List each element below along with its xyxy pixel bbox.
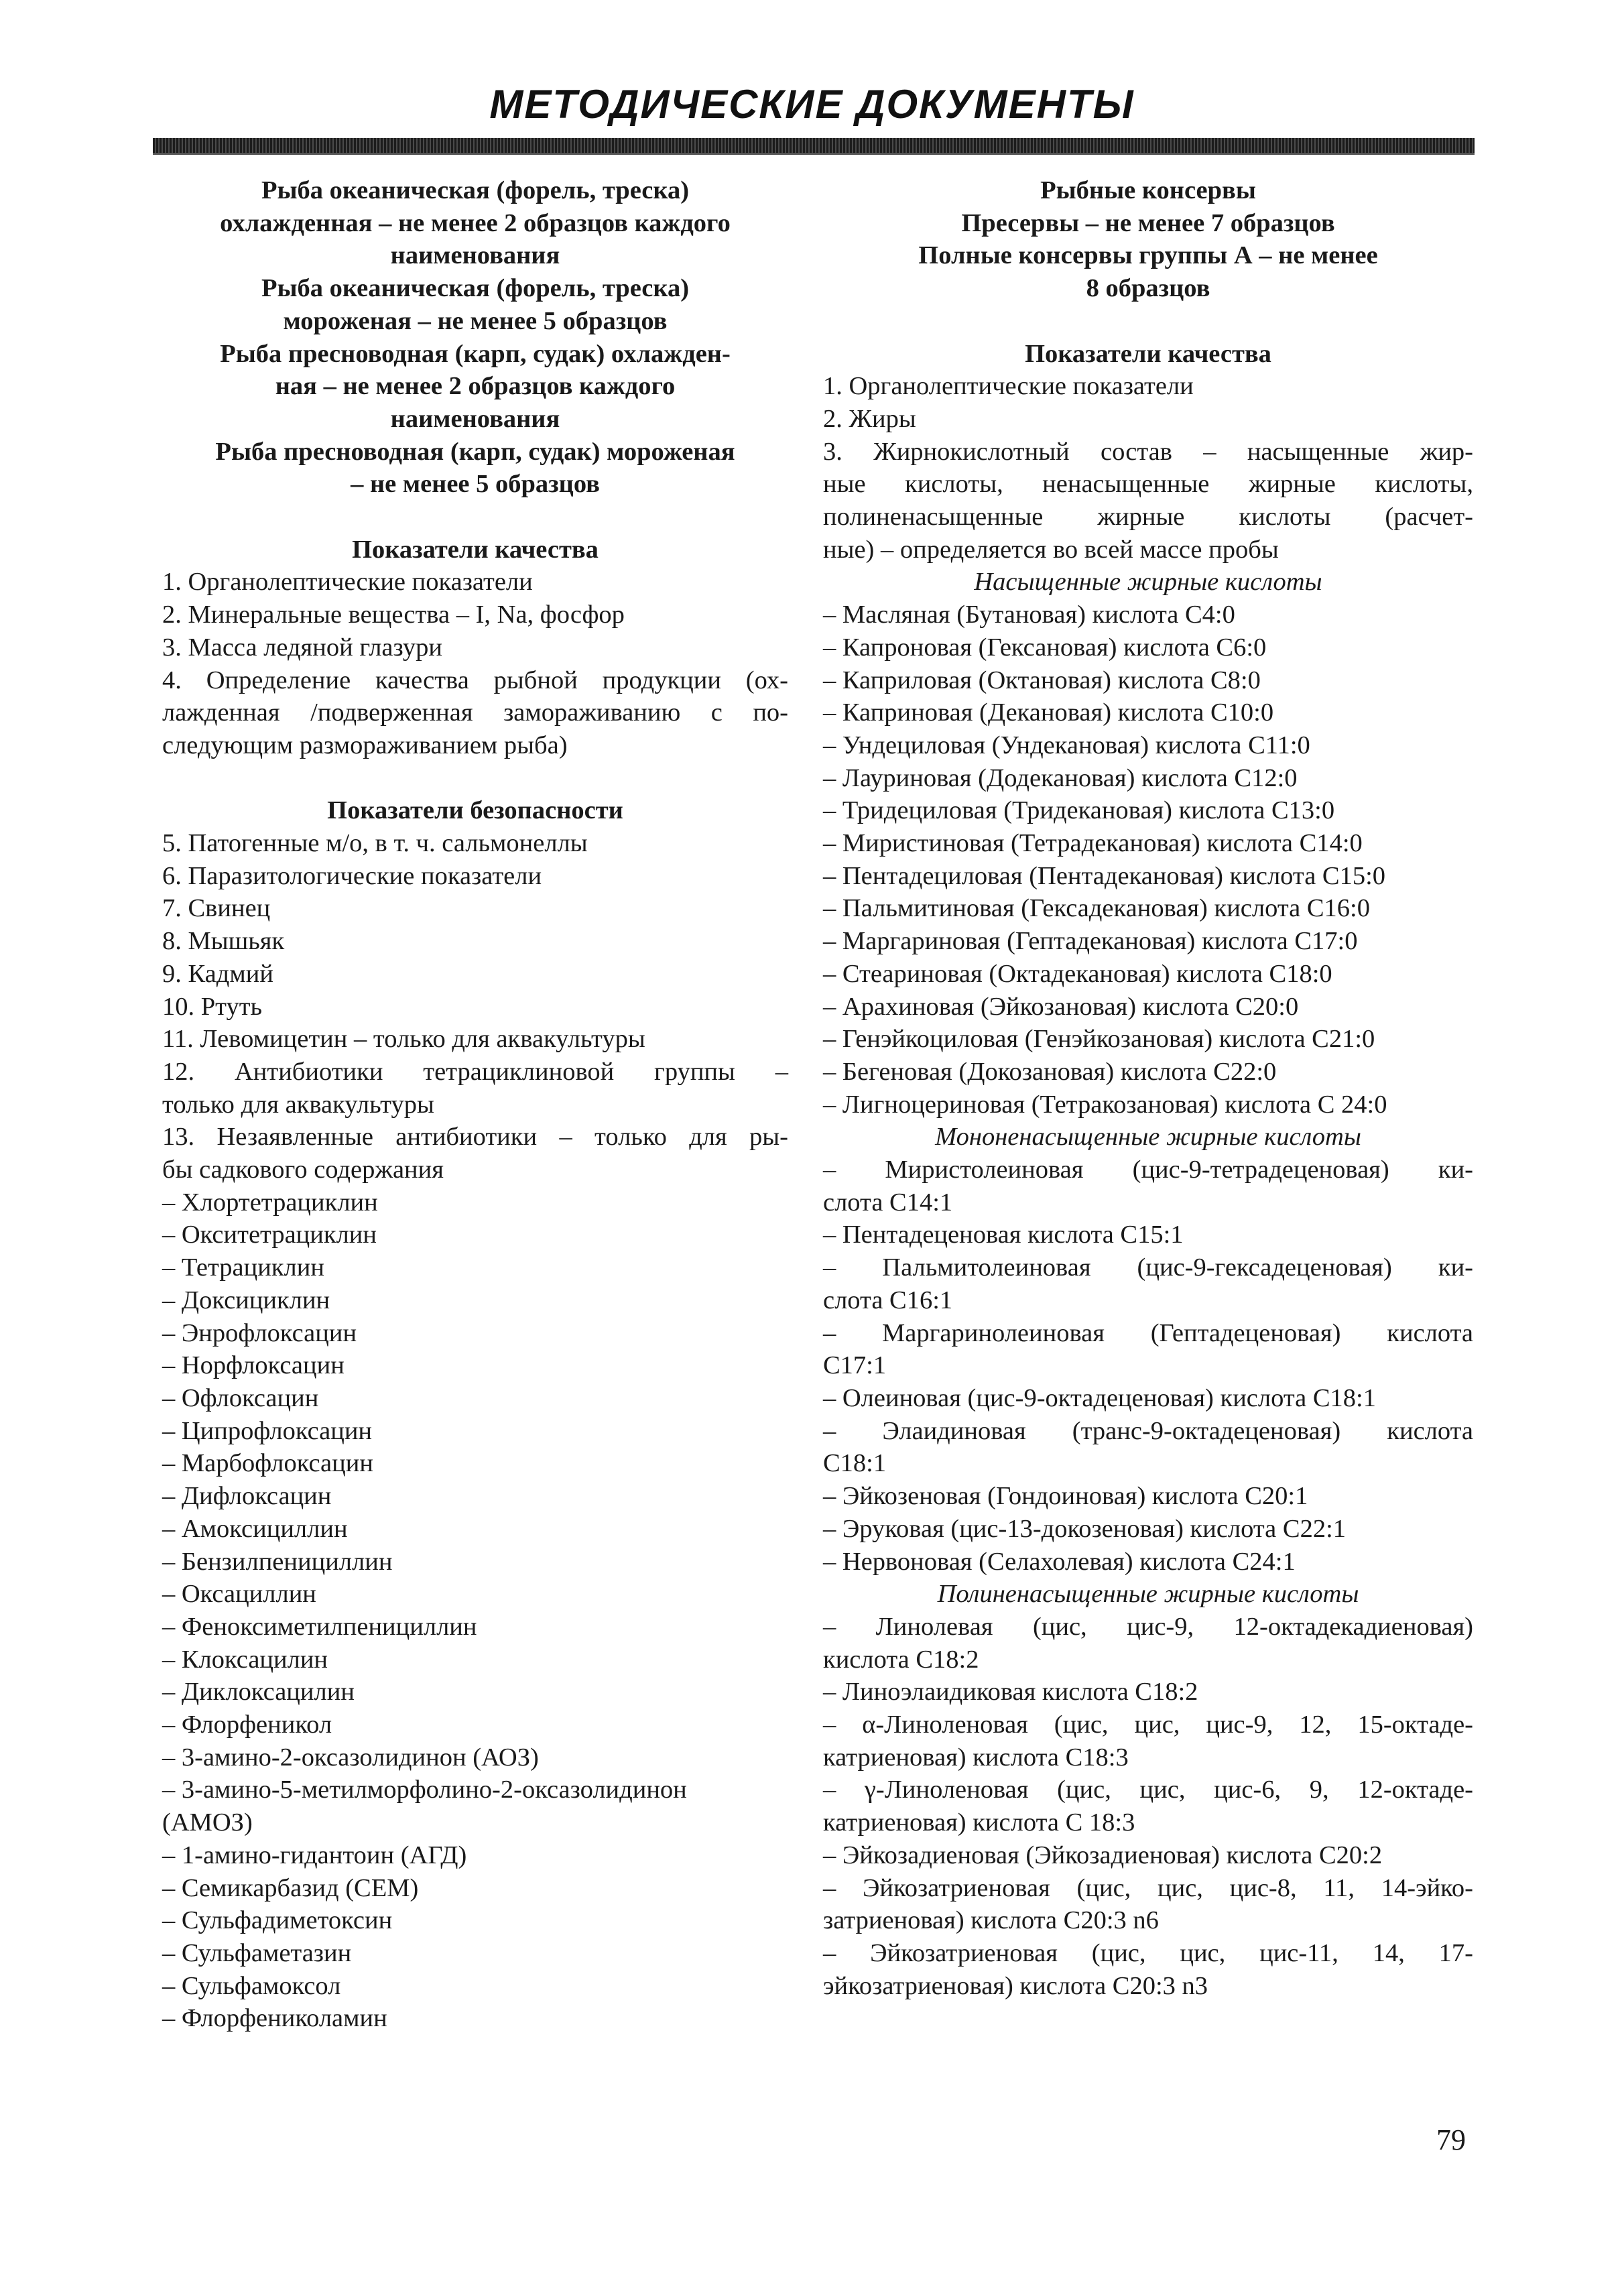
list-item: 13. Незаявленные антибиотики – только для ры- bbox=[162, 1123, 788, 1152]
antibiotic-item: – Флорфениколамин bbox=[162, 2004, 387, 2033]
right-column bbox=[823, 174, 1473, 2002]
heading-line: наименования bbox=[390, 241, 560, 270]
left-column bbox=[162, 174, 788, 2035]
acid-item: – Эруковая (цис-13-докозеновая) кислота С22:1 bbox=[823, 1514, 1347, 1543]
list-item: 1. Органолептические показатели bbox=[823, 372, 1194, 401]
acid-item: – Эйкозатриеновая (цис, цис, цис-11, 14, 17- bbox=[823, 1938, 1473, 1967]
antibiotic-item: – Амоксициллин bbox=[162, 1514, 348, 1543]
antibiotic-item: – Доксициклин bbox=[162, 1286, 330, 1314]
list-item: ные) – определяется во всей массе пробы bbox=[823, 535, 1279, 564]
right-heading bbox=[823, 174, 1473, 305]
acid-item: – Лигноцериновая (Тетракозановая) кислота С 24:0 bbox=[823, 1090, 1387, 1119]
antibiotic-item: – Бензилпенициллин bbox=[162, 1547, 393, 1576]
list-item: 9. Кадмий bbox=[162, 959, 273, 988]
antibiotic-item: – Дифлоксацин bbox=[162, 1482, 332, 1511]
page-number: 79 bbox=[1436, 2123, 1466, 2156]
acid-item: – Элаидиновая (транс-9-октадеценовая) кислота bbox=[823, 1416, 1473, 1445]
acid-item: – Миристолеиновая (цис-9-тетрадеценовая) ки- bbox=[823, 1156, 1473, 1184]
acid-item: слота С16:1 bbox=[823, 1286, 953, 1314]
acid-item: – Пальмитолеиновая (цис-9-гексадеценовая) ки- bbox=[823, 1253, 1473, 1282]
list-item: 6. Паразитологические показатели bbox=[162, 861, 542, 890]
list-item: ные кислоты, ненасыщенные жирные кислоты, bbox=[823, 470, 1473, 499]
heading-line: ная – не менее 2 образцов каждого bbox=[275, 372, 676, 401]
antibiotic-item: – Семикарбазид (СЕМ) bbox=[162, 1873, 419, 1902]
acid-item: – Тридециловая (Тридекановая) кислота С13:0 bbox=[823, 796, 1335, 825]
acid-item: эйкозатриеновая) кислота С20:3 n3 bbox=[823, 1971, 1208, 2000]
acid-item: затриеновая) кислота С20:3 n6 bbox=[823, 1906, 1159, 1935]
antibiotic-item: – Норфлоксацин bbox=[162, 1351, 345, 1380]
list-item: полиненасыщенные жирные кислоты (расчет- bbox=[823, 503, 1473, 532]
poly-subtitle: Полиненасыщенные жирные кислоты bbox=[937, 1580, 1359, 1609]
acid-item: – Капроновая (Гексановая) кислота С6:0 bbox=[823, 633, 1267, 662]
heading-line: охлажденная – не менее 2 образцов каждого bbox=[220, 208, 731, 237]
acid-item: – Пентадеценовая кислота С15:1 bbox=[823, 1221, 1184, 1249]
antibiotic-item: – 3-амино-5-метилморфолино-2-оксазолидинон bbox=[162, 1776, 687, 1804]
antibiotic-item: – Сульфамоксол bbox=[162, 1971, 341, 2000]
antibiotic-item: (АМОЗ) bbox=[162, 1808, 253, 1837]
heading-line: Полные консервы группы А – не менее bbox=[918, 241, 1378, 270]
acid-item: катриеновая) кислота С18:3 bbox=[823, 1743, 1129, 1772]
heading-line: Рыба пресноводная (карп, судак) охлажден- bbox=[220, 339, 731, 368]
quality-section-title: Показатели качества bbox=[1025, 339, 1271, 368]
header-rule bbox=[153, 138, 1475, 153]
acid-item: – Пальмитиновая (Гексадекановая) кислота С16:0 bbox=[823, 894, 1370, 923]
heading-line: Рыба пресноводная (карп, судак) мороженая bbox=[215, 437, 735, 466]
heading-line: – не менее 5 образцов bbox=[351, 470, 600, 499]
acid-item: – Эйкозатриеновая (цис, цис, цис-8, 11, 14-эйко- bbox=[823, 1873, 1473, 1902]
heading-line: мороженая – не менее 5 образцов bbox=[283, 306, 668, 335]
antibiotic-item: – Сульфадиметоксин bbox=[162, 1906, 393, 1935]
list-item: 10. Ртуть bbox=[162, 992, 263, 1021]
antibiotic-item: – Клоксацилин bbox=[162, 1645, 328, 1674]
list-item: 3. Масса ледяной глазури bbox=[162, 633, 442, 662]
acid-item: – Маргариновая (Гептадекановая) кислота С17:0 bbox=[823, 927, 1358, 956]
antibiotic-item: – Оксациллин bbox=[162, 1580, 316, 1609]
list-item: лажденная /подверженная замораживанию с по- bbox=[162, 698, 788, 727]
page-header-title: МЕТОДИЧЕСКИЕ ДОКУМЕНТЫ bbox=[489, 82, 1135, 127]
acid-item: – Масляная (Бутановая) кислота С4:0 bbox=[823, 601, 1235, 629]
acid-item: – Олеиновая (цис-9-октадеценовая) кислота С18:1 bbox=[823, 1384, 1376, 1412]
antibiotic-item: – Сульфаметазин bbox=[162, 1938, 352, 1967]
acid-item: С18:1 bbox=[823, 1449, 887, 1478]
antibiotic-item: – 3-амино-2-оксазолидинон (АОЗ) bbox=[162, 1743, 539, 1772]
list-item: 2. Минеральные вещества – I, Na, фосфор bbox=[162, 601, 625, 629]
antibiotic-item: – Энрофлоксацин bbox=[162, 1318, 357, 1347]
heading-line: Пресервы – не менее 7 образцов bbox=[961, 208, 1335, 237]
list-item: 4. Определение качества рыбной продукции (ох- bbox=[162, 666, 788, 694]
antibiotic-item: – Окситетрациклин bbox=[162, 1221, 377, 1249]
quality-section-title: Показатели качества bbox=[352, 535, 599, 564]
acid-item: – Эйкозеновая (Гондоиновая) кислота С20:1 bbox=[823, 1482, 1308, 1511]
list-item: следующим размораживанием рыба) bbox=[162, 731, 568, 759]
heading-line: 8 образцов bbox=[1086, 274, 1210, 303]
safety-section-title: Показатели безопасности bbox=[327, 796, 623, 825]
list-item: 5. Патогенные м/о, в т. ч. сальмонеллы bbox=[162, 829, 588, 858]
list-item: 12. Антибиотики тетрациклиновой группы – bbox=[162, 1057, 788, 1086]
heading-line: Рыба океаническая (форель, треска) bbox=[261, 274, 690, 303]
list-item: только для аквакультуры bbox=[162, 1090, 434, 1119]
acid-item: – Ундециловая (Ундекановая) кислота С11:0 bbox=[823, 731, 1310, 759]
saturated-subtitle: Насыщенные жирные кислоты bbox=[974, 568, 1322, 597]
list-item: 7. Свинец bbox=[162, 894, 271, 923]
antibiotic-item: – 1-амино-гидантоин (АГД) bbox=[162, 1841, 467, 1869]
heading-line: Рыбные консервы bbox=[1040, 176, 1256, 204]
acid-item: – Каприновая (Декановая) кислота С10:0 bbox=[823, 698, 1274, 727]
acid-item: – Арахиновая (Эйкозановая) кислота С20:0 bbox=[823, 992, 1299, 1021]
list-item: 1. Органолептические показатели bbox=[162, 568, 533, 597]
acid-item: – Лауриновая (Додекановая) кислота С12:0 bbox=[823, 763, 1298, 792]
acid-item: – Маргаринолеиновая (Гептадеценовая) кислота bbox=[823, 1318, 1473, 1347]
acid-item: – Каприловая (Октановая) кислота С8:0 bbox=[823, 666, 1261, 694]
antibiotic-item: – Феноксиметилпенициллин bbox=[162, 1612, 477, 1641]
list-item: 8. Мышьяк bbox=[162, 927, 285, 956]
antibiotic-item: – Офлоксацин bbox=[162, 1383, 319, 1412]
antibiotic-item: – Хлортетрациклин bbox=[162, 1188, 378, 1217]
acid-item: – Нервоновая (Селахолевая) кислота С24:1 bbox=[823, 1547, 1296, 1576]
acid-item: – Эйкозадиеновая (Эйкозадиеновая) кислота С20:2 bbox=[823, 1841, 1383, 1869]
acid-item: кислота С18:2 bbox=[823, 1645, 979, 1674]
left-heading bbox=[162, 174, 788, 501]
acid-item: катриеновая) кислота С 18:3 bbox=[823, 1808, 1135, 1837]
antibiotic-item: – Диклоксацилин bbox=[162, 1678, 355, 1707]
antibiotic-item: – Ципрофлоксацин bbox=[162, 1416, 373, 1445]
acid-item: – α-Линоленовая (цис, цис, цис-9, 12, 15-октаде- bbox=[823, 1711, 1473, 1739]
antibiotic-item: – Марбофлоксацин bbox=[162, 1449, 373, 1478]
heading-line: Рыба океаническая (форель, треска) bbox=[261, 176, 690, 204]
antibiotic-item: – Флорфеникол bbox=[162, 1711, 332, 1739]
acid-item: – Бегеновая (Докозановая) кислота С22:0 bbox=[823, 1057, 1277, 1086]
list-item: 3. Жирнокислотный состав – насыщенные жир- bbox=[823, 437, 1473, 466]
acid-item: – Линоэлаидиковая кислота С18:2 bbox=[823, 1678, 1198, 1707]
list-item: 11. Левомицетин – только для аквакультуры bbox=[162, 1025, 645, 1054]
list-item: 2. Жиры bbox=[823, 404, 916, 433]
antibiotic-item: – Тетрациклин bbox=[162, 1253, 324, 1282]
mono-subtitle: Мононенасыщенные жирные кислоты bbox=[935, 1123, 1361, 1152]
acid-item: слота С14:1 bbox=[823, 1188, 953, 1217]
list-item: бы садкового содержания bbox=[162, 1156, 444, 1184]
acid-item: С17:1 bbox=[823, 1351, 887, 1380]
acid-item: – Генэйкоциловая (Генэйкозановая) кислота С21:0 bbox=[823, 1025, 1375, 1054]
acid-item: – γ-Линоленовая (цис, цис, цис-6, 9, 12-октаде- bbox=[823, 1776, 1473, 1804]
acid-item: – Пентадециловая (Пентадекановая) кислота С15:0 bbox=[823, 861, 1386, 890]
heading-line: наименования bbox=[390, 404, 560, 433]
acid-item: – Миристиновая (Тетрадекановая) кислота С14:0 bbox=[823, 829, 1363, 858]
acid-item: – Стеариновая (Октадекановая) кислота С18:0 bbox=[823, 959, 1332, 988]
acid-item: – Линолевая (цис, цис-9, 12-октадекадиеновая) bbox=[823, 1612, 1473, 1641]
